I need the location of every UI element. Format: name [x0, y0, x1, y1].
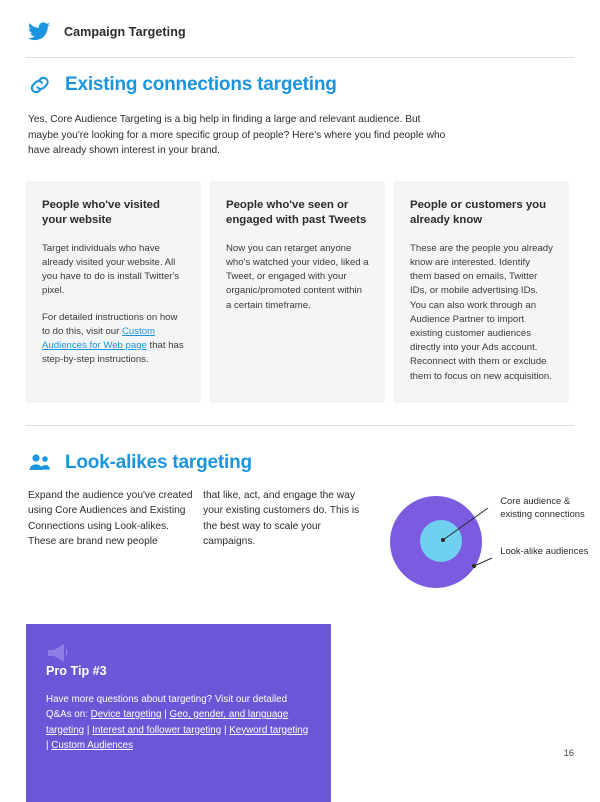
- section-divider: [26, 425, 574, 426]
- link-chain-icon: [28, 74, 52, 96]
- diagram-label-core-audience: Core audience & existing connections: [500, 494, 585, 519]
- people-group-icon: [28, 452, 52, 474]
- custom-audiences-web-page-link[interactable]: Custom Audiences for Web page: [42, 325, 156, 351]
- pro-tip-box: [26, 624, 331, 802]
- lookalike-section: [26, 451, 589, 598]
- card-paragraph-with-link: [42, 311, 185, 368]
- link-keyword-targeting[interactable]: Keyword targeting: [229, 724, 309, 736]
- lookalike-title: Look-alikes targeting: [65, 451, 252, 473]
- card-paragraph: These are the people you already know are interested. Identify them based on emails, Twitter IDs, or mobile advertising IDs. You can also work through an Audience Partner to import existing customer audiences directly into your Ads account. Reconnect with them or exclude them to focus on new acquisition.: [410, 242, 553, 382]
- section-intro: Yes, Core Audience Targeting is a big help in finding a large and relevant audience. But maybe you're looking for a more specific group of people? Here's where you find people who have already shown interest in your brand.: [28, 114, 446, 157]
- cards-row: [26, 181, 574, 403]
- card-title: People who've visited your website: [42, 198, 160, 226]
- twitter-bird-icon: [28, 22, 50, 41]
- megaphone-icon: [46, 642, 311, 664]
- pro-tip-intro: Have more questions about targeting? Visit our detailed Q&As on:: [46, 693, 288, 721]
- link-geo-gender-language-targeting[interactable]: Geo, gender, and language targeting: [46, 709, 289, 736]
- card-body: [42, 242, 185, 368]
- diagram-label-lookalike: Look-alike audiences: [500, 544, 589, 556]
- link-prefix-text: For detailed instructions on how to do this, visit our: [42, 311, 178, 337]
- link-suffix-text: that has step-by-step instructions.: [42, 340, 184, 366]
- link-device-targeting[interactable]: Device targeting: [90, 709, 162, 721]
- card-title: People or customers you already know: [410, 198, 547, 226]
- link-custom-audiences[interactable]: Custom Audiences: [51, 740, 133, 751]
- card-paragraph: Now you can retarget anyone who's watched your video, liked a Tweet, or engaged with your organic/promoted content within a certain timeframe.: [226, 242, 369, 311]
- card-tweet-engagers: [210, 181, 385, 403]
- section-title: Existing connections targeting: [65, 74, 337, 95]
- header-divider: [26, 57, 574, 58]
- separator-4: |: [46, 740, 52, 751]
- card-body: [226, 242, 369, 313]
- pro-tip-body: [46, 692, 311, 754]
- section-heading: [26, 74, 574, 96]
- pro-tip-title: Pro Tip #3: [46, 663, 107, 678]
- separator-3: |: [221, 724, 230, 736]
- lookalike-diagram: [388, 488, 589, 598]
- separator-2: |: [84, 724, 93, 736]
- lookalike-column-left: Expand the audience you've created using Core Audiences and Existing Connections using Look-alikes. These are brand new people: [28, 489, 193, 547]
- lookalike-heading: [26, 452, 574, 474]
- card-known-customers: [394, 181, 569, 403]
- page-header: [26, 22, 574, 41]
- card-body: [410, 242, 553, 384]
- card-title: People who've seen or engaged with past Tweets: [226, 198, 367, 226]
- link-interest-and-follower-targeting[interactable]: Interest and follower targeting: [92, 724, 222, 736]
- lookalike-column-right: that like, act, and engage the way your existing customers do. This is the best way to scale your campaigns.: [203, 489, 360, 547]
- card-paragraph: Target individuals who have already visited your website. All you have to do is install Twitter's pixel.: [42, 242, 180, 297]
- page-title: Campaign Targeting: [64, 24, 186, 39]
- card-website-visitors: [26, 181, 201, 403]
- separator-1: |: [161, 709, 170, 721]
- lookalike-content: [26, 488, 589, 598]
- page-number: 16: [563, 747, 574, 758]
